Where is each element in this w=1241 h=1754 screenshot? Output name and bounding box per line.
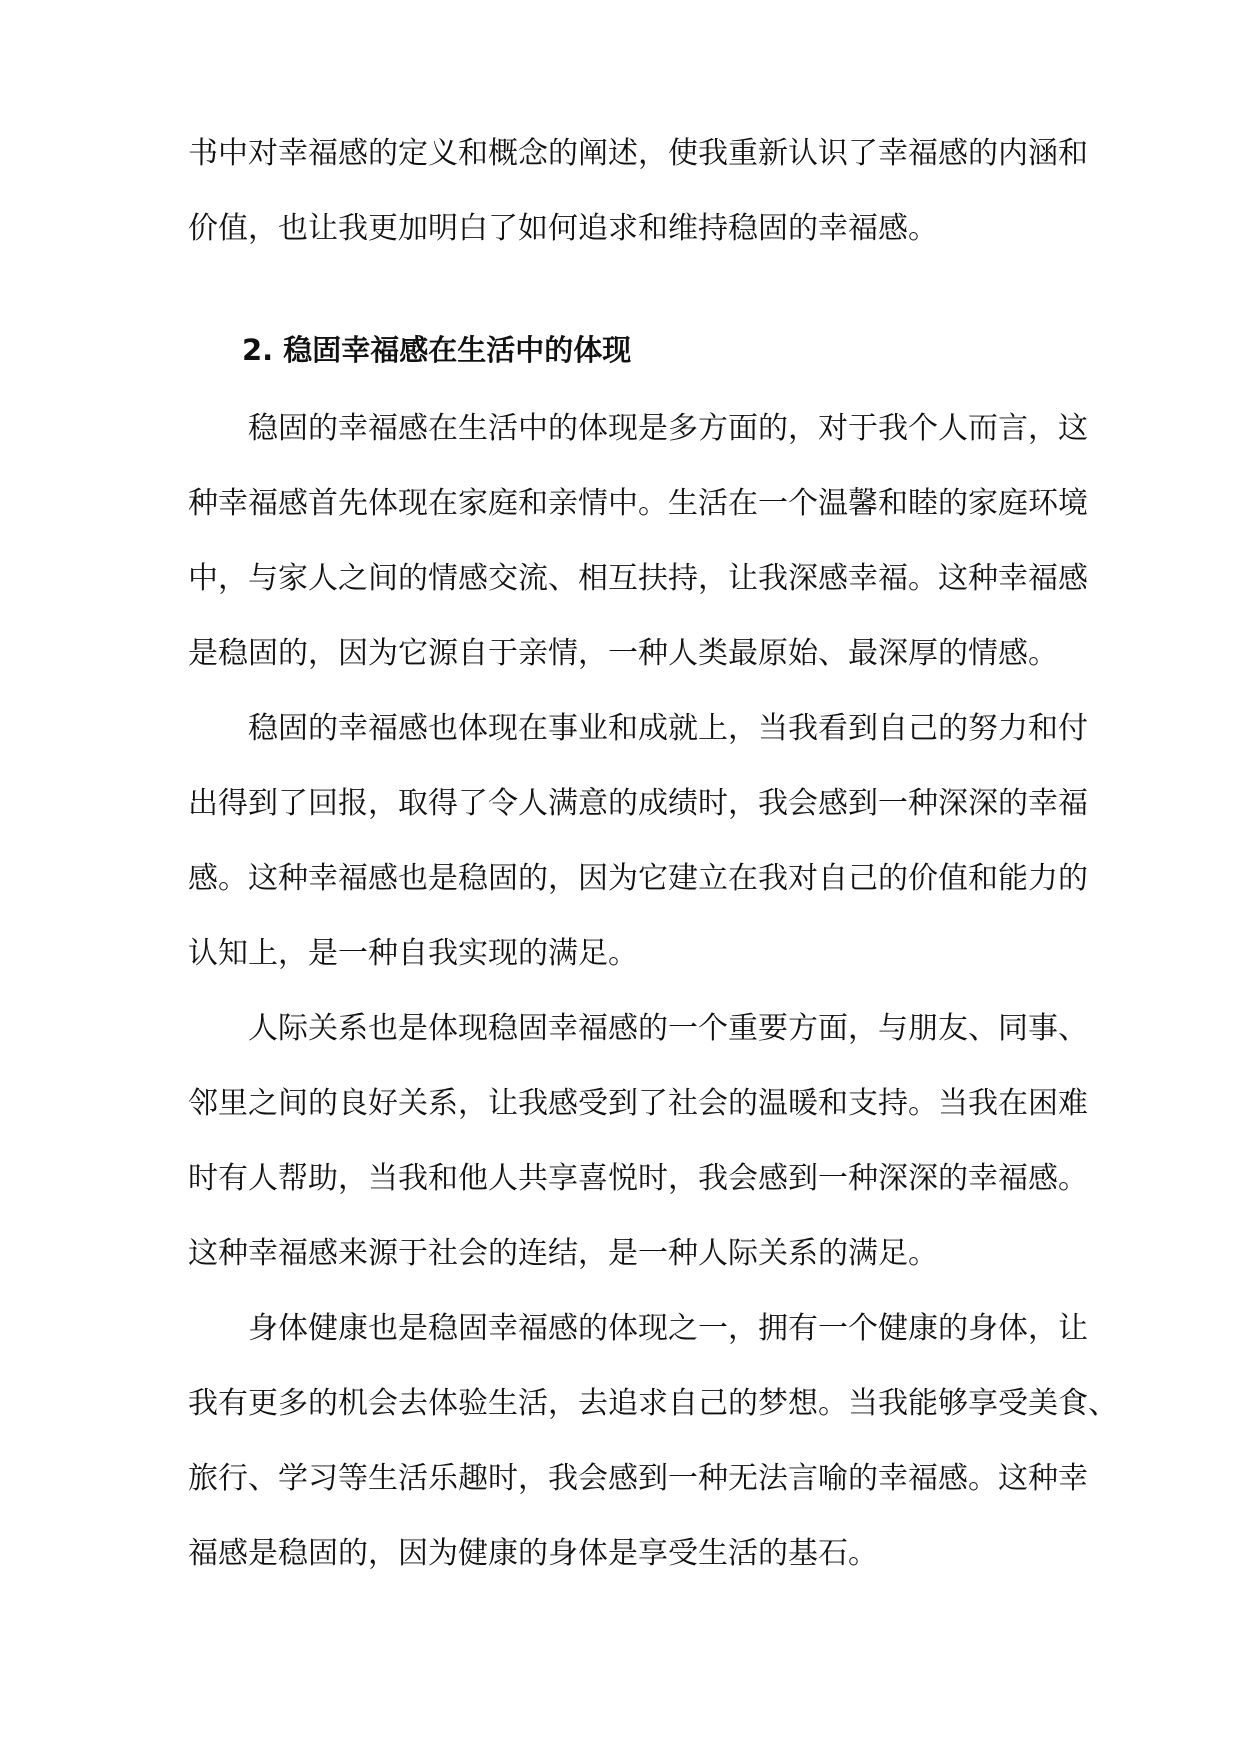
paragraph-line: 稳固的幸福感也体现在事业和成就上，当我看到自己的努力和付: [248, 711, 1088, 746]
paragraph-line: 价值，也让我更加明白了如何追求和维持稳固的幸福感。: [188, 211, 938, 246]
paragraph-line: 是稳固的，因为它源自于亲情，一种人类最原始、最深厚的情感。: [188, 636, 1058, 671]
paragraph-line: 稳固的幸福感在生活中的体现是多方面的，对于我个人而言，这: [248, 411, 1088, 446]
paragraph-line: 身体健康也是稳固幸福感的体现之一，拥有一个健康的身体，让: [248, 1311, 1088, 1346]
paragraph-line: 我有更多的机会去体验生活，去追求自己的梦想。当我能够享受美食、: [188, 1386, 1118, 1421]
paragraph-line: 感。这种幸福感也是稳固的，因为它建立在我对自己的价值和能力的: [188, 861, 1088, 896]
section-heading: 2. 稳固幸福感在生活中的体现: [242, 333, 632, 367]
paragraph-line: 旅行、学习等生活乐趣时，我会感到一种无法言喻的幸福感。这种幸: [188, 1461, 1088, 1496]
paragraph-line: 中，与家人之间的情感交流、相互扶持，让我深感幸福。这种幸福感: [188, 561, 1088, 596]
paragraph-line: 福感是稳固的，因为健康的身体是享受生活的基石。: [188, 1536, 878, 1571]
paragraph-line: 邻里之间的良好关系，让我感受到了社会的温暖和支持。当我在困难: [188, 1086, 1088, 1121]
paragraph-line: 时有人帮助，当我和他人共享喜悦时，我会感到一种深深的幸福感。: [188, 1161, 1088, 1196]
paragraph-line: 出得到了回报，取得了令人满意的成绩时，我会感到一种深深的幸福: [188, 786, 1088, 821]
paragraph-line: 认知上，是一种自我实现的满足。: [188, 936, 638, 971]
paragraph-line: 种幸福感首先体现在家庭和亲情中。生活在一个温馨和睦的家庭环境: [188, 486, 1088, 521]
paragraph-line: 这种幸福感来源于社会的连结，是一种人际关系的满足。: [188, 1236, 938, 1271]
paragraph-line: 人际关系也是体现稳固幸福感的一个重要方面，与朋友、同事、: [248, 1011, 1088, 1046]
paragraph-line: 书中对幸福感的定义和概念的阐述，使我重新认识了幸福感的内涵和: [188, 136, 1088, 171]
